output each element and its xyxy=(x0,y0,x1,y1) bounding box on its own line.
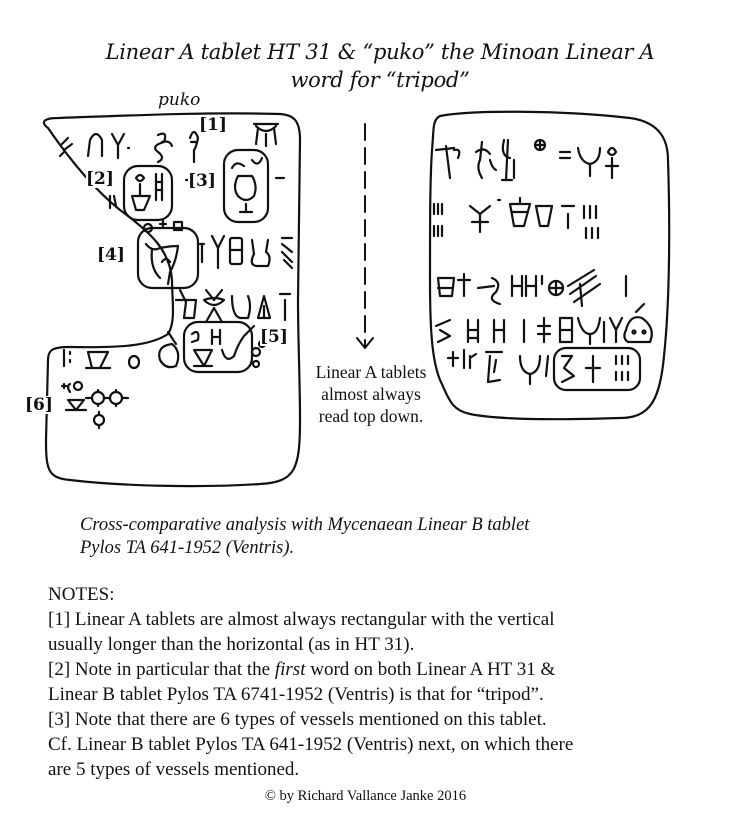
note-line-2 xyxy=(48,657,728,682)
marker-5: [5] xyxy=(260,327,288,347)
puko-label: puko xyxy=(158,90,201,110)
marker-3: [3] xyxy=(188,171,216,191)
marker-6: [6] xyxy=(25,395,53,415)
note-emphasis: first xyxy=(274,659,306,680)
caption-line: Cross-comparative analysis with Mycenaean Linear B tablet xyxy=(80,515,530,535)
notes-section xyxy=(48,582,728,782)
comparison-caption xyxy=(80,514,529,560)
note-line: are 5 types of vessels mentioned. xyxy=(48,759,300,780)
note-line: almost always xyxy=(321,384,421,404)
notes-heading: NOTES: xyxy=(48,584,115,605)
note-line: usually longer than the horizontal (as in HT 31). xyxy=(48,634,415,655)
note-line: [3] Note that there are 6 types of vessels mentioned on this tablet. xyxy=(48,709,547,730)
note-text: [2] Note in particular that the xyxy=(48,659,275,680)
marker-4: [4] xyxy=(97,245,125,265)
marker-1: [1] xyxy=(199,115,227,135)
note-line: Cf. Linear B tablet Pylos TA 641-1952 (Ventris) next, on which there xyxy=(48,734,574,755)
pylos-tablet-outline xyxy=(430,112,669,419)
title-line-2: word for “tripod” xyxy=(290,68,470,92)
note-line: read top down. xyxy=(318,406,424,426)
caption-line: Pylos TA 641-1952 (Ventris). xyxy=(80,538,295,558)
note-line: Linear B tablet Pylos TA 6741-1952 (Ventris) is that for “tripod”. xyxy=(48,684,544,705)
marker-2: [2] xyxy=(86,169,114,189)
title-line-1: Linear A tablet HT 31 & “puko” the Minoan Linear A xyxy=(105,40,655,64)
copyright: © by Richard Vallance Janke 2016 xyxy=(264,788,467,804)
note-text: word on both Linear A HT 31 & xyxy=(305,659,556,680)
note-line: [1] Linear A tablets are almost always rectangular with the vertical xyxy=(48,609,555,630)
ht31-tablet-outline xyxy=(44,113,300,486)
note-line: Linear A tablets xyxy=(315,362,427,382)
reading-direction-note xyxy=(296,361,446,427)
